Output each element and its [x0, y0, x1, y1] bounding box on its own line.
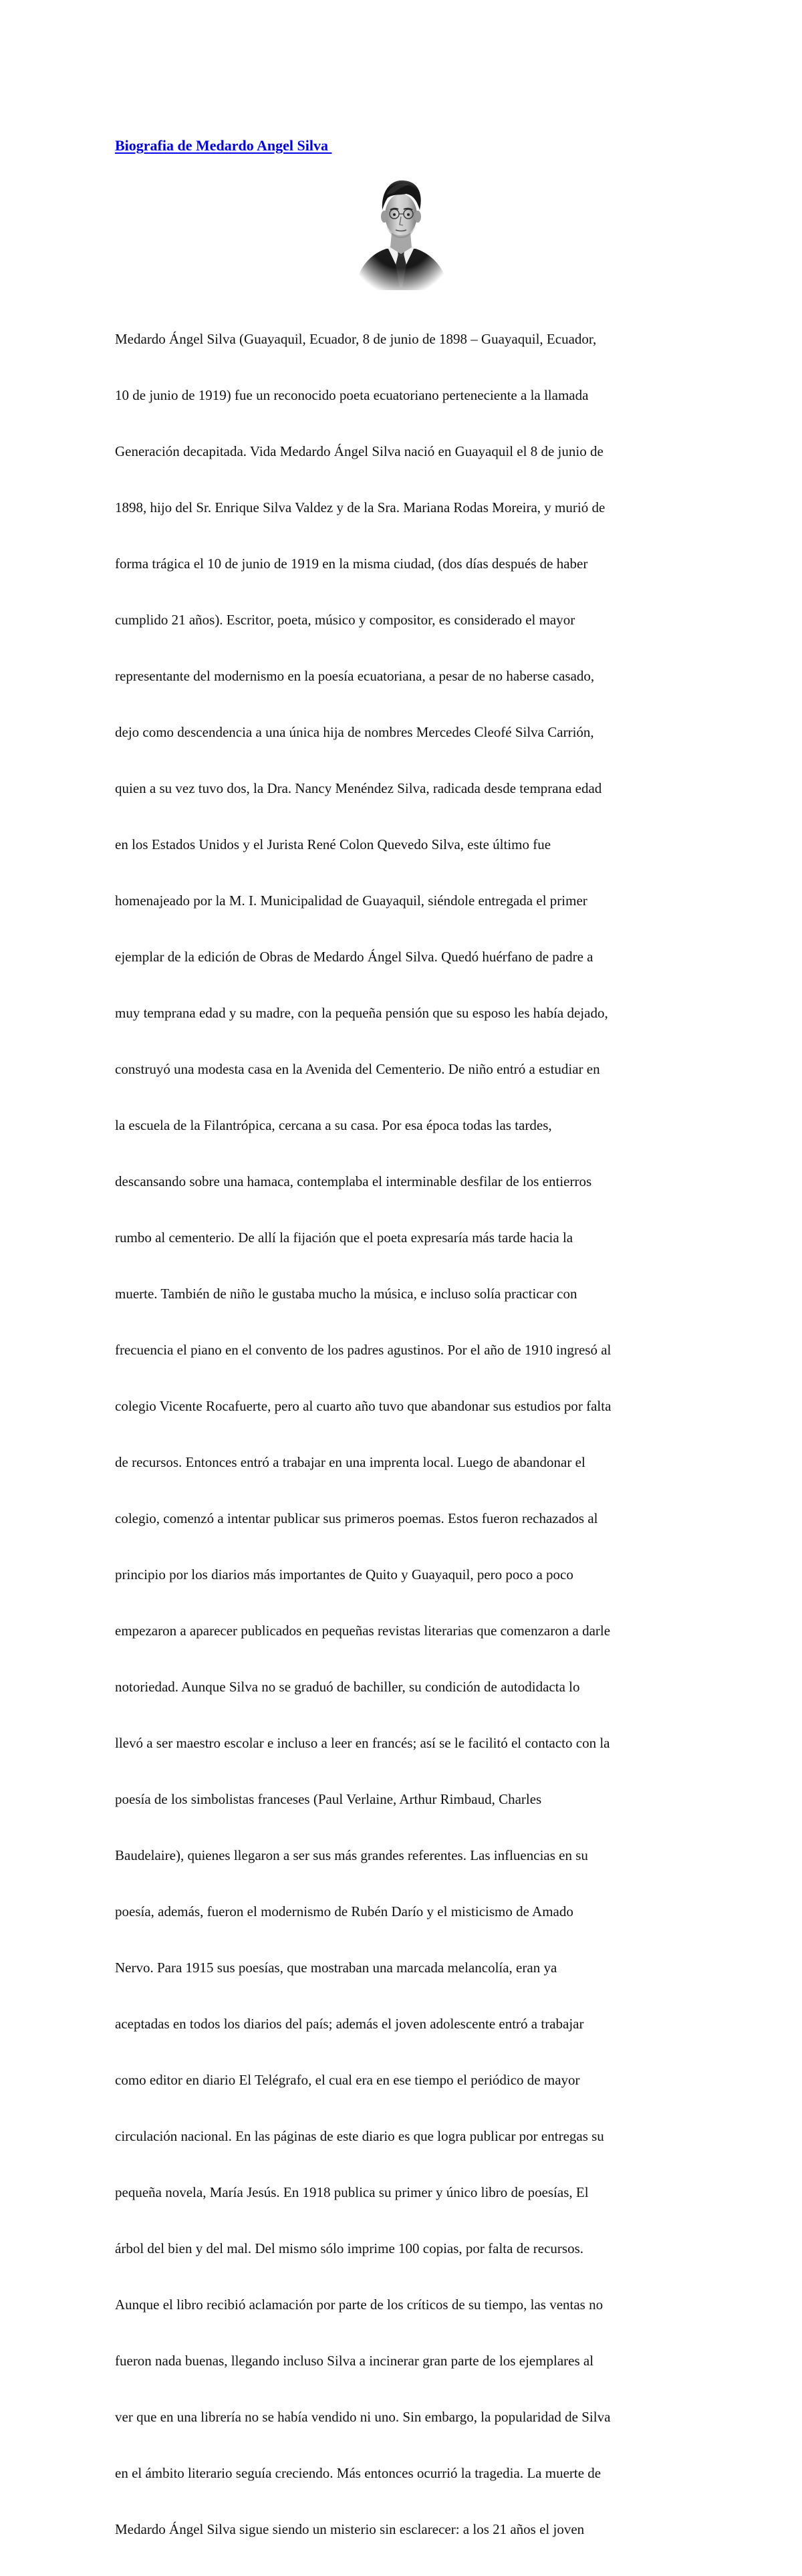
text-line: Baudelaire), quienes llegaron a ser sus más grandes referentes. Las influencias en su [115, 1847, 588, 1863]
text-line: representante del modernismo en la poesía ecuatoriana, a pesar de no haberse casado, [115, 668, 595, 684]
text-line: empezaron a aparecer publicados en pequeñas revistas literarias que comenzaron a darle [115, 1623, 611, 1639]
text-line: ejemplar de la edición de Obras de Medardo Ángel Silva. Quedó huérfano de padre a [115, 949, 593, 965]
text-line: aceptadas en todos los diarios del país; además el joven adolescente entró a trabajar [115, 2016, 584, 2032]
text-line: Medardo Ángel Silva (Guayaquil, Ecuador, 8 de junio de 1898 – Guayaquil, Ecuador, [115, 331, 597, 347]
text-line: muy temprana edad y su madre, con la pequeña pensión que su esposo les había dejado, [115, 1005, 608, 1021]
text-line: dejo como descendencia a una única hija de nombres Mercedes Cleofé Silva Carrión, [115, 724, 594, 740]
text-line: en los Estados Unidos y el Jurista René Colon Quevedo Silva, este último fue [115, 836, 551, 852]
text-line: árbol del bien y del mal. Del mismo sólo imprime 100 copias, por falta de recursos. [115, 2240, 583, 2256]
text-line: de recursos. Entonces entró a trabajar en una imprenta local. Luego de abandonar el [115, 1454, 585, 1470]
text-line: rumbo al cementerio. De allí la fijación que el poeta expresaría más tarde hacia la [115, 1230, 573, 1246]
text-line: colegio, comenzó a intentar publicar sus primeros poemas. Estos fueron rechazados al [115, 1510, 598, 1526]
text-line: muerte. También de niño le gustaba mucho la música, e incluso solía practicar con [115, 1286, 577, 1302]
text-line: la escuela de la Filantrópica, cercana a su casa. Por esa época todas las tardes, [115, 1117, 552, 1133]
text-line: Generación decapitada. Vida Medardo Ángel Silva nació en Guayaquil el 8 de junio de [115, 443, 604, 459]
portrait-icon [352, 175, 450, 290]
document-title-link[interactable]: Biografia de Medardo Angel Silva [115, 137, 332, 154]
text-line: fueron nada buenas, llegando incluso Silva a incinerar gran parte de los ejemplares al [115, 2353, 594, 2369]
text-line: construyó una modesta casa en la Avenida del Cementerio. De niño entró a estudiar en [115, 1061, 600, 1077]
text-line: forma trágica el 10 de junio de 1919 en la misma ciudad, (dos días después de haber [115, 556, 588, 572]
text-line: Aunque el libro recibió aclamación por parte de los críticos de su tiempo, las ventas no [115, 2297, 604, 2313]
text-line: Medardo Ángel Silva sigue siendo un misterio sin esclarecer: a los 21 años el joven [115, 2521, 585, 2537]
text-line: poesía, además, fueron el modernismo de Rubén Darío y el misticismo de Amado [115, 1903, 573, 1919]
text-line: cumplido 21 años). Escritor, poeta, músico y compositor, es considerado el mayor [115, 612, 575, 628]
text-line: 10 de junio de 1919) fue un reconocido poeta ecuatoriano perteneciente a la llamada [115, 387, 589, 403]
text-line: homenajeado por la M. I. Municipalidad de Guayaquil, siéndole entregada el primer [115, 893, 587, 909]
text-line: en el ámbito literario seguía creciendo. Más entonces ocurrió la tragedia. La muerte de [115, 2465, 602, 2481]
text-line: como editor en diario El Telégrafo, el cual era en ese tiempo el periódico de mayor [115, 2072, 580, 2088]
text-line: principio por los diarios más importantes de Quito y Guayaquil, pero poco a poco [115, 1566, 573, 1583]
biography-text [115, 292, 698, 2576]
text-line: circulación nacional. En las páginas de este diario es que logra publicar por entregas su [115, 2128, 604, 2144]
text-line: llevó a ser maestro escolar e incluso a leer en francés; así se le facilitó el contacto con la [115, 1735, 610, 1751]
text-line: frecuencia el piano en el convento de los padres agustinos. Por el año de 1910 ingresó al [115, 1342, 612, 1358]
text-line: Nervo. Para 1915 sus poesías, que mostraban una marcada melancolía, eran ya [115, 1960, 557, 1976]
text-line: colegio Vicente Rocafuerte, pero al cuarto año tuvo que abandonar sus estudios por falta [115, 1398, 612, 1414]
text-line: ver que en una librería no se había vendido ni uno. Sin embargo, la popularidad de Silva [115, 2409, 611, 2425]
text-line: pequeña novela, María Jesús. En 1918 publica su primer y único libro de poesías, El [115, 2184, 589, 2200]
portrait-photo [352, 175, 450, 290]
text-line: 1898, hijo del Sr. Enrique Silva Valdez y de la Sra. Mariana Rodas Moreira, y murió de [115, 499, 606, 515]
text-line: notoriedad. Aunque Silva no se graduó de bachiller, su condición de autodidacta lo [115, 1679, 580, 1695]
text-line: poesía de los simbolistas franceses (Paul Verlaine, Arthur Rimbaud, Charles [115, 1791, 542, 1807]
text-line: descansando sobre una hamaca, contemplaba el interminable desfilar de los entierros [115, 1173, 592, 1189]
text-line: quien a su vez tuvo dos, la Dra. Nancy Menéndez Silva, radicada desde temprana edad [115, 780, 602, 796]
